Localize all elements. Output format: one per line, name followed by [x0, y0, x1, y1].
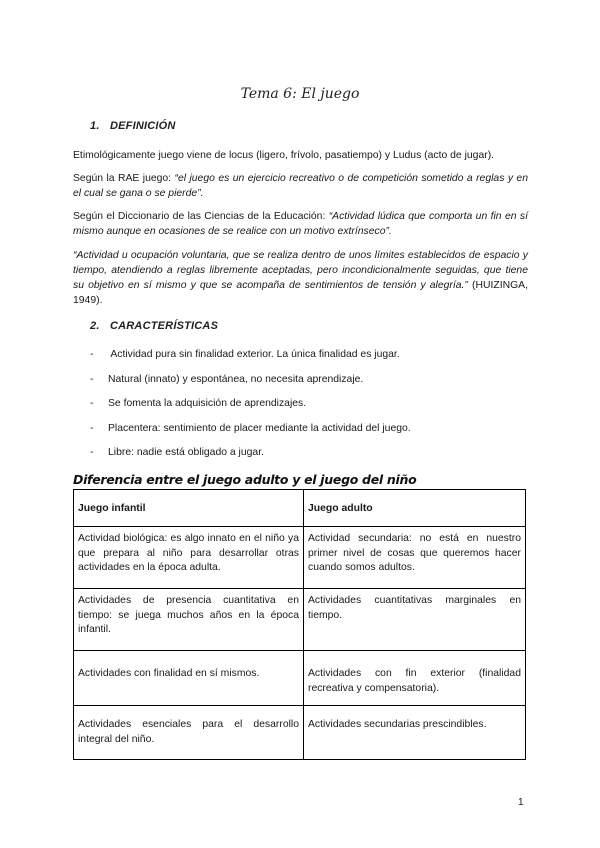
header-juego-infantil: Juego infantil — [74, 490, 304, 527]
diccionario-lead: Según el Diccionario de las Ciencias de la Educación: — [73, 211, 329, 222]
bullet-dash: - — [90, 398, 94, 409]
list-item-text: Placentera: sentimiento de placer mediante la actividad del juego. — [108, 422, 411, 434]
paragraph-etimologia: Etimológicamente juego viene de locus (ligero, frívolo, pasatiempo) y Ludus (acto de jugar). — [73, 150, 495, 161]
list-item — [90, 445, 530, 470]
table-cell: Actividades de presencia cuantitativa en tiempo: se juega muchos años en la época infantil. — [74, 589, 304, 651]
page-number: 1 — [518, 797, 524, 808]
rae-lead: Según la RAE juego: — [73, 173, 175, 184]
table-cell: Actividad biológica: es algo innato en el niño ya que prepara al niño para desarrollar otras actividades en la época adulta. — [74, 527, 304, 589]
rae-quote: “el juego es un ejercicio recreativo o de competición sometido a reglas y en el cual se gana o se pierde”. — [73, 173, 528, 199]
list-item-text: Natural (innato) y espontánea, no necesita aprendizaje. — [108, 373, 364, 385]
table-row — [74, 651, 526, 706]
section-heading-caracteristicas — [90, 320, 218, 332]
table-header-row — [74, 490, 526, 527]
list-item-text: Se fomenta la adquisición de aprendizajes. — [108, 398, 307, 409]
comparison-title: Diferencia entre el juego adulto y el juego del niño — [73, 472, 417, 487]
huizinga-citation: (HUIZINGA, 1949). — [73, 280, 528, 306]
list-item-text: Actividad pura sin finalidad exterior. La única finalidad es jugar. — [108, 349, 400, 360]
paragraph-diccionario — [73, 209, 528, 239]
table-cell: Actividades esenciales para el desarrollo integral del niño. — [74, 706, 304, 760]
paragraph-huizinga — [73, 248, 528, 308]
table-row — [74, 706, 526, 760]
page-title: Tema 6: El juego — [240, 86, 360, 102]
bullet-dash: - — [90, 349, 94, 360]
huizinga-quote: “Actividad u ocupación voluntaria, que se realiza dentro de unos límites establecidos de espacio y tiempo, atendiendo a reglas libremente aceptadas, pero incondicionalmente seguidas, que tiene su objetivo en sí mismo y que se acompaña de sentimientos de tensión y alegría.” — [73, 250, 528, 291]
characteristics-list — [90, 347, 530, 470]
bullet-dash: - — [90, 422, 94, 434]
table-row — [74, 589, 526, 651]
section-number: 1. — [90, 120, 100, 132]
header-juego-adulto: Juego adulto — [304, 490, 526, 527]
section-title: CARACTERÍSTICAS — [110, 320, 219, 332]
table-cell: Actividades con fin exterior (finalidad recreativa y compensatoria). — [304, 651, 526, 706]
list-item — [90, 372, 530, 397]
table-row — [74, 527, 526, 589]
diccionario-quote: “Actividad lúdica que comporta un fin en sí mismo aunque en ocasiones de se realice con un motivo extrínseco”. — [73, 211, 528, 237]
table-cell: Actividades secundarias prescindibles. — [304, 706, 526, 760]
section-title: DEFINICIÓN — [110, 120, 176, 132]
table-cell: Actividad secundaria: no está en nuestro primer nivel de cosas que queremos hacer cuando somos adultos. — [304, 527, 526, 589]
section-heading-definicion — [90, 120, 176, 132]
list-item-text: Libre: nadie está obligado a jugar. — [108, 447, 264, 458]
comparison-table — [73, 489, 526, 760]
bullet-dash: - — [90, 447, 94, 458]
section-number: 2. — [90, 320, 100, 332]
list-item — [90, 421, 530, 446]
table-cell: Actividades con finalidad en sí mismos. — [74, 651, 304, 706]
bullet-dash: - — [90, 373, 94, 385]
list-item — [90, 347, 530, 372]
table-cell: Actividades cuantitativas marginales en tiempo. — [304, 589, 526, 651]
list-item — [90, 396, 530, 421]
paragraph-rae — [73, 171, 528, 201]
